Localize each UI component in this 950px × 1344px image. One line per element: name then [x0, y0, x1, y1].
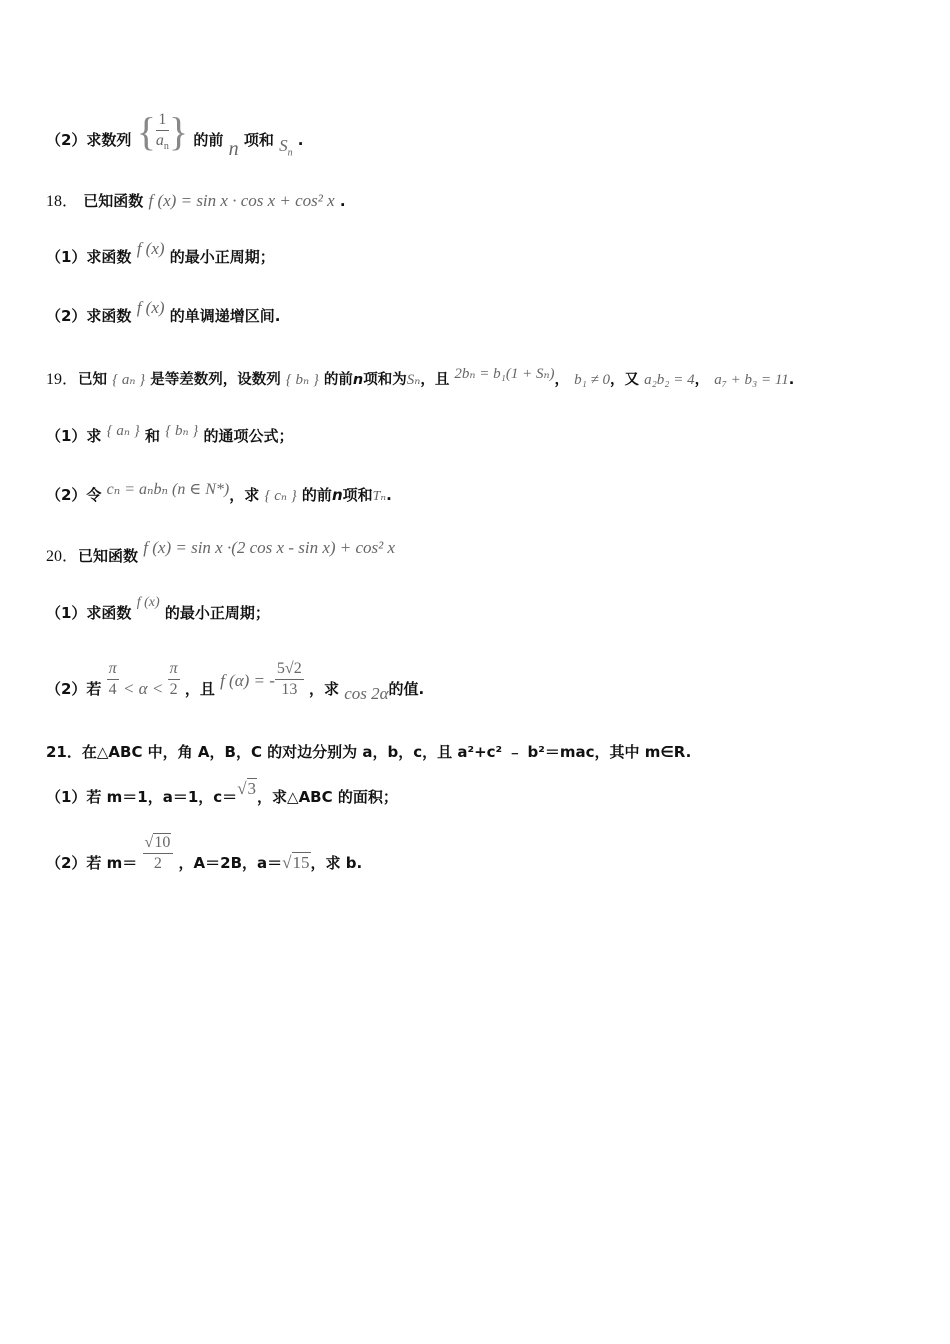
- q18-part2: （2）求函数 f (x) 的单调递增区间.: [46, 298, 281, 325]
- q20-pi-over-2: $\frac{\pi}{2}$: [169, 660, 178, 698]
- q21-stem: 21．在△ABC 中，角 A，B，C 的对边分别为 a，b，c，且 a²+c² ﹣ b²＝mac，其中 m∈R.: [46, 743, 692, 761]
- q17-reciprocal-sequence: { $\frac{1}{a_n}$ }: [136, 109, 189, 154]
- q20-part1: （1）求函数 f (x) 的最小正周期；: [46, 595, 270, 622]
- q20-formula: f (x) = sin x ·(2 cos x - sin x) + cos² x: [143, 538, 396, 557]
- q21-sqrt10-over-2: $\frac{√10}{2}$: [143, 834, 174, 873]
- q20-fraction: $\frac{5√2}{13}$: [276, 660, 302, 698]
- q17-p2-label: （2）求数列: [46, 131, 132, 149]
- q20-part2: （2）若 $\frac{\pi}{4}$ < α < $\frac{\pi}{2}$ ，且 f (α) = - $\frac{5√2}{13}$ ，求 cos 2α的值.: [46, 660, 425, 703]
- q17-part2: （2）求数列 { $\frac{1}{a_n}$ } 的前 n 项和 $S_n$ .: [46, 109, 304, 160]
- question-number: 18．: [46, 193, 79, 210]
- q21-part1: （1）若 m＝1，a＝1，c＝√3，求△ABC 的面积；: [46, 779, 398, 806]
- q19-part1: （1）求 { aₙ } 和 { bₙ } 的通项公式；: [46, 423, 294, 445]
- q18-part1: （1）求函数 f (x) 的最小正周期；: [46, 239, 275, 266]
- q20-stem: 20．已知函数 f (x) = sin x ·(2 cos x - sin x) + cos² x: [46, 538, 396, 565]
- question-number: 19．: [46, 371, 79, 388]
- q18-formula: f (x) = sin x · cos x + cos² x: [148, 191, 335, 210]
- question-number: 20．: [46, 548, 79, 565]
- q19-part2: （2）令 cₙ = aₙbₙ (n ∈ N*)，求 { cₙ } 的前n项和Tₙ.: [46, 481, 392, 504]
- q21-part2: （2）若 m＝ $\frac{√10}{2}$ ，A＝2B，a＝√15，求 b.: [46, 834, 363, 872]
- q20-pi-over-4: $\frac{\pi}{4}$: [108, 660, 117, 698]
- q19-stem: 19．已知 { aₙ } 是等差数列，设数列 { bₙ } 的前n项和为Sₙ，且 2bₙ = b₁(1 + Sₙ)， b₁ ≠ 0，又 a₂b₂ = 4， a₇ + b₃ = 11.: [46, 366, 795, 388]
- q18-stem: 18． 已知函数 f (x) = sin x · cos x + cos² x .: [46, 191, 346, 210]
